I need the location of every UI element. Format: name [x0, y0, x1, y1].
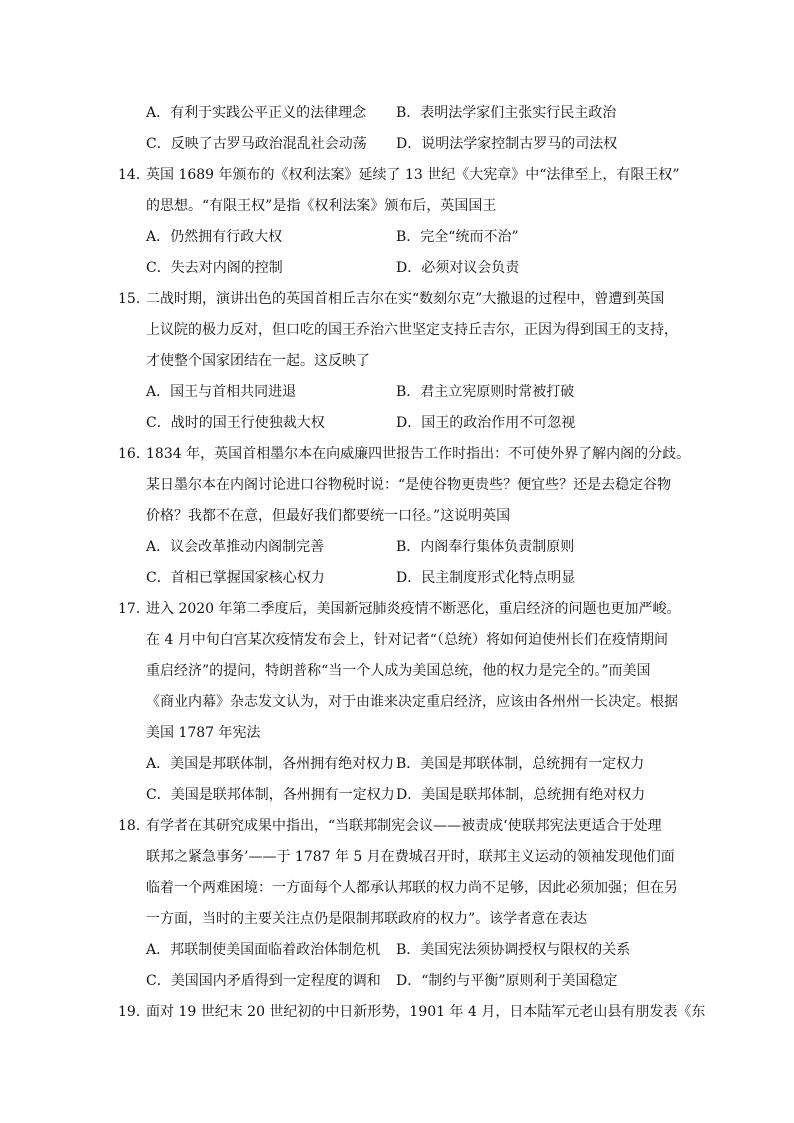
q17-stem-line: 进入 2020 年第二季度后，美国新冠肺炎疫情不断恶化，重启经济的问题也更加严峻。 — [146, 601, 681, 617]
q16-option-d: D．民主制度形式化特点明显 — [396, 570, 576, 586]
q15-stem-line: 才使整个国家团结在一起。这反映了 — [146, 353, 370, 369]
q18-option-d: D．“制约与平衡”原则利于美国稳定 — [396, 973, 618, 989]
q15-number: 15． — [118, 291, 150, 307]
q14-stem-line: 英国 1689 年颁布的《权利法案》延续了 13 世纪《大宪章》中“法律至上，有限王权” — [146, 167, 680, 183]
q19-stem-line: 面对 19 世纪末 20 世纪初的中日新形势，1901 年 4 月，日本陆军元老山县有朋发表《东 — [146, 1004, 706, 1020]
q13-option-a: A．有利于实践公平正义的法律理念 — [146, 105, 367, 121]
q15-option-d: D．国王的政治作用不可忽视 — [396, 415, 576, 431]
q18-stem-line: 有学者在其研究成果中指出，“当联邦制宪会议——被责成‘使联邦宪法更适合于处理 — [146, 818, 662, 834]
q14-stem-line: 的思想。“有限王权”是指《权利法案》颁布后，英国国王 — [146, 198, 497, 214]
q18-stem-line: 临着一个两难困境：一方面每个人都承认邦联的权力尚不足够，因此必须加强；但在另 — [146, 880, 678, 896]
q14-number: 14． — [118, 167, 150, 183]
q15-stem-line: 二战时期，演讲出色的英国首相丘吉尔在实“数刻尔克”大撤退的过程中，曾遭到英国 — [146, 291, 665, 307]
q16-option-b: B．内阁奉行集体负责制原则 — [396, 539, 575, 555]
q14-option-d: D．必须对议会负责 — [396, 260, 520, 276]
q15-option-b: B．君主立宪原则时常被打破 — [396, 384, 575, 400]
q17-stem-line: 在 4 月中旬白宫某次疫情发布会上，针对记者“（总统）将如何迫使州长们在疫情期间 — [146, 632, 668, 648]
q17-stem-line: 《商业内幕》杂志发文认为，对于由谁来决定重启经济，应该由各州州一长决定。根据 — [146, 694, 678, 710]
q18-stem-line: 联邦之紧急事务’——于 1787 年 5 月在费城召开时，联邦主义运动的领袖发现他们面 — [146, 849, 675, 865]
q18-option-c: C．美国国内矛盾得到一定程度的调和 — [146, 973, 381, 989]
q15-option-c: C．战时的国王行使独裁大权 — [146, 415, 325, 431]
q16-option-c: C．首相已掌握国家核心权力 — [146, 570, 325, 586]
q18-option-a: A．邦联制使美国面临着政治体制危机 — [146, 942, 381, 958]
q17-option-c: C．美国是联邦体制，各州拥有一定权力 — [146, 787, 395, 803]
q14-option-c: C．失去对内阁的控制 — [146, 260, 283, 276]
q17-option-d: D．美国是联邦体制，总统拥有绝对权力 — [396, 787, 646, 803]
q14-option-a: A．仍然拥有行政大权 — [146, 229, 283, 245]
q13-option-d: D．说明法学家控制古罗马的司法权 — [396, 136, 618, 152]
q16-option-a: A．议会改革推动内阁制完善 — [146, 539, 325, 555]
q16-stem-line: 价格？我都不在意，但最好我们都要统一口径。”这说明英国 — [146, 508, 511, 524]
q17-number: 17． — [118, 601, 150, 617]
q19-number: 19． — [118, 1004, 150, 1020]
q16-stem-line: 1834 年，英国首相墨尔本在向威廉四世报告工作时指出：不可使外界了解内阁的分歧。 — [146, 446, 691, 462]
q17-option-b: B．美国是邦联体制，总统拥有一定权力 — [396, 756, 645, 772]
q16-stem-line: 某日墨尔本在内阁讨论进口谷物税时说：“是使谷物更贵些？便宜些？还是去稳定谷物 — [146, 477, 672, 493]
q13-option-b: B．表明法学家们主张实行民主政治 — [396, 105, 617, 121]
q17-option-a: A．美国是邦联体制，各州拥有绝对权力 — [146, 756, 395, 772]
q13-option-c: C．反映了古罗马政治混乱社会动荡 — [146, 136, 367, 152]
q14-option-b: B．完全“统而不治” — [396, 229, 519, 245]
q16-number: 16． — [118, 446, 150, 462]
q15-option-a: A．国王与首相共同进退 — [146, 384, 297, 400]
q17-stem-line: 美国 1787 年宪法 — [146, 725, 261, 741]
q17-stem-line: 重启经济”的提问，特朗普称“当一个人成为美国总统，他的权力是完全的。”而美国 — [146, 663, 651, 679]
q18-option-b: B．美国宪法须协调授权与限权的关系 — [396, 942, 631, 958]
q18-stem-line: 一方面，当时的主要关注点仍是限制邦联政府的权力”。该学者意在表达 — [146, 911, 588, 927]
q15-stem-line: 上议院的极力反对，但口吃的国王乔治六世坚定支持丘吉尔，正因为得到国王的支持， — [146, 322, 678, 338]
q18-number: 18． — [118, 818, 150, 834]
